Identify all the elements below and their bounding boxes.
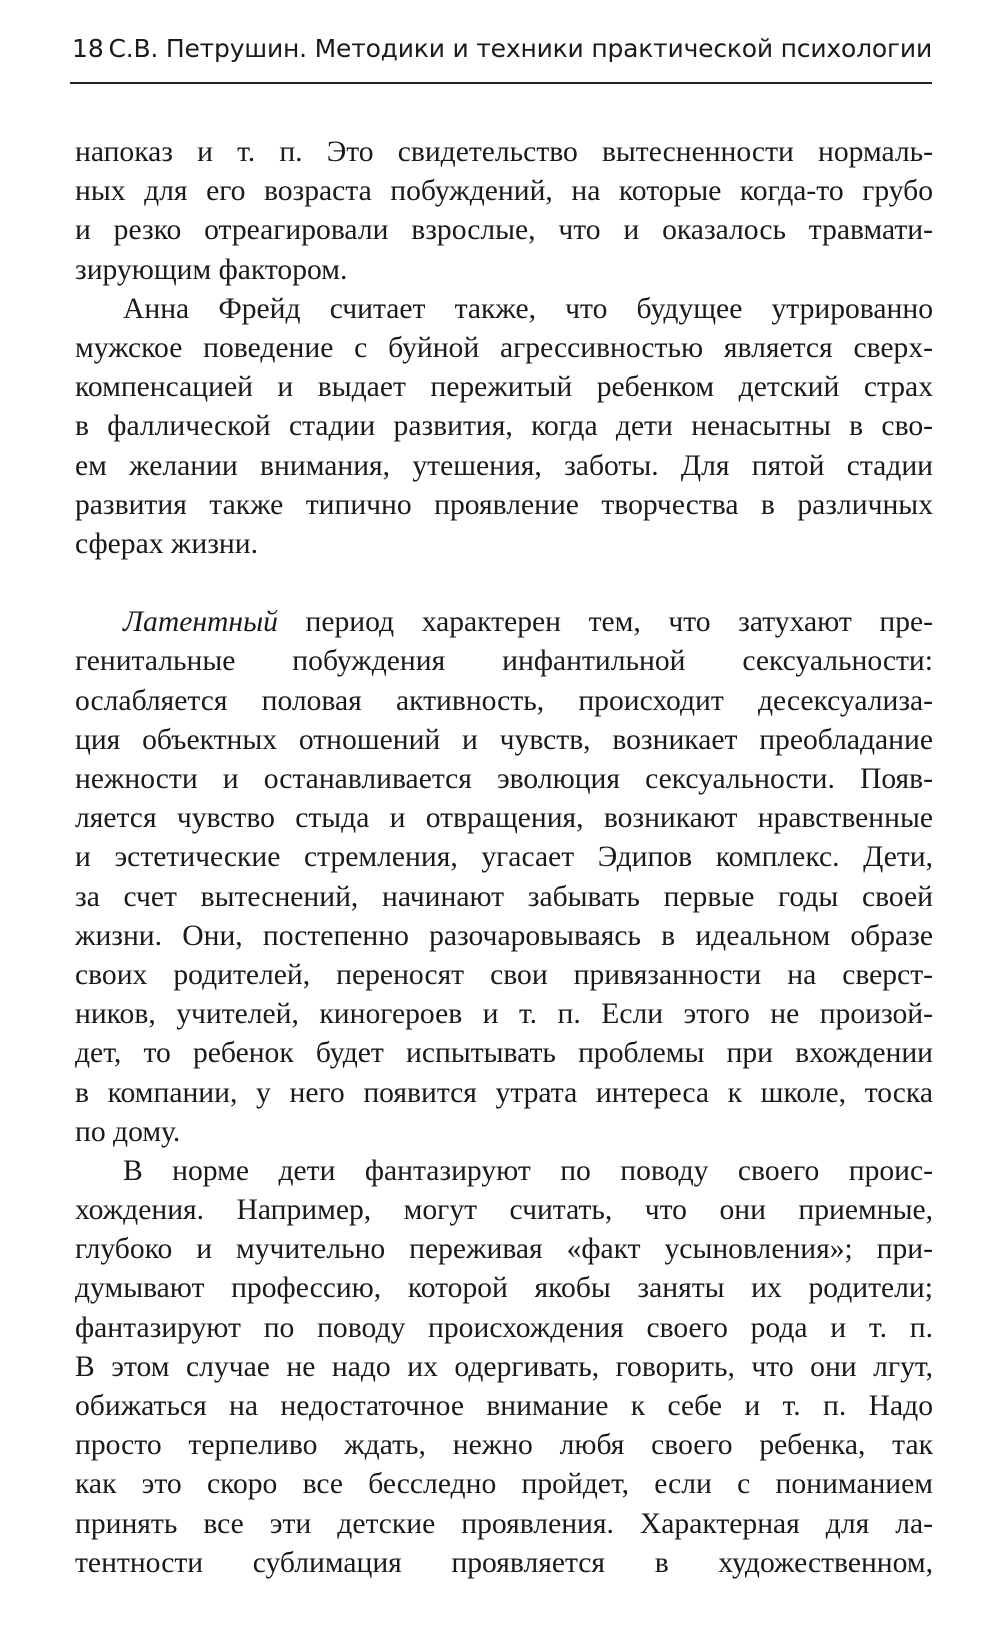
- text-line: жизни. Они, постепенно разочаровываясь в идеальном образе: [75, 919, 933, 952]
- text-line: в фаллической стадии развития, когда дети ненасытны в сво-: [75, 410, 933, 443]
- text-line: нежности и останавливается эволюция сексуальности. Появ-: [75, 763, 933, 795]
- text-line: развития также типично проявление творчества в различных: [75, 488, 933, 521]
- text-line: ляется чувство стыда и отвращения, возникают нравственные: [75, 802, 933, 835]
- text-line: думывают профессию, которой якобы заняты их родители;: [75, 1272, 933, 1305]
- text-line: ников, учителей, киногероев и т. п. Если этого не произой-: [75, 998, 933, 1031]
- text-line: принять все эти детские проявления. Характерная для ла-: [75, 1507, 933, 1540]
- header-rule: [70, 82, 932, 84]
- text-line: хождения. Например, могут считать, что они приемные,: [75, 1194, 933, 1227]
- italic-term: Латентный: [123, 606, 278, 639]
- text-line: фантазируют по поводу происхождения своего рода и т. п.: [75, 1311, 933, 1344]
- text-line: ослабляется половая активность, происходит десексуализа-: [75, 684, 933, 717]
- text-line: мужское поведение с буйной агрессивностью является сверх-: [75, 331, 933, 364]
- text-line: обижаться на недостаточное внимание к себе и т. п. Надо: [75, 1390, 933, 1422]
- paragraph-1: [75, 133, 933, 290]
- text-line: В норме дети фантазируют по поводу своего проис-: [123, 1154, 933, 1187]
- running-header: [70, 34, 932, 74]
- text-line: генитальные побуждения инфантильной сексуальности:: [75, 645, 933, 678]
- text-line: и эстетические стремления, угасает Эдипов комплекс. Дети,: [75, 841, 933, 874]
- text-line: ция объектных отношений и чувств, возникает преобладание: [75, 723, 933, 756]
- text-line: по дому.: [75, 1115, 181, 1148]
- section-gap: [75, 564, 933, 603]
- text-line: за счет вытеснений, начинают забывать первые годы своей: [75, 880, 933, 913]
- page-number: 18: [72, 34, 104, 63]
- text-line: и резко отреагировали взрослые, что и оказалось травмати-: [75, 214, 933, 247]
- text-line: глубоко и мучительно переживая «факт усыновления»; при-: [75, 1233, 933, 1266]
- text-run: период характерен тем, что затухают пре-: [277, 606, 933, 639]
- text-line: в компании, у него появится утрата интереса к школе, тоска: [75, 1076, 933, 1109]
- paragraph-4: [75, 1152, 933, 1583]
- text-line: ных для его возраста побуждений, на которые когда-то грубо: [75, 175, 933, 208]
- text-line: В этом случае не надо их одергивать, говорить, что они лгут,: [75, 1350, 933, 1383]
- text-line: [75, 603, 933, 642]
- running-title: С.В. Петрушин. Методики и техники практической психологии: [108, 34, 932, 63]
- body-text: [75, 133, 933, 1583]
- text-line: своих родителей, переносят свои привязанности на сверст-: [75, 958, 933, 991]
- text-line: сферах жизни.: [75, 527, 258, 560]
- text-line: дет, то ребенок будет испытывать проблемы при вхождении: [75, 1037, 933, 1070]
- text-line: компенсацией и выдает пережитый ребенком детский страх: [75, 371, 933, 404]
- paragraph-3: [75, 603, 933, 1152]
- text-line: зирующим фактором.: [75, 253, 348, 286]
- text-line: как это скоро все бесследно пройдет, если с пониманием: [75, 1468, 933, 1501]
- text-line: ем желании внимания, утешения, заботы. Для пятой стадии: [75, 449, 933, 482]
- text-line: просто терпеливо ждать, нежно любя своего ребенка, так: [75, 1429, 933, 1462]
- paragraph-2: [75, 290, 933, 564]
- text-line: Анна Фрейд считает также, что будущее утрированно: [123, 292, 933, 325]
- text-line: тентности сублимация проявляется в художественном,: [75, 1546, 933, 1579]
- text-line: напоказ и т. п. Это свидетельство вытесненности нормаль-: [75, 136, 933, 168]
